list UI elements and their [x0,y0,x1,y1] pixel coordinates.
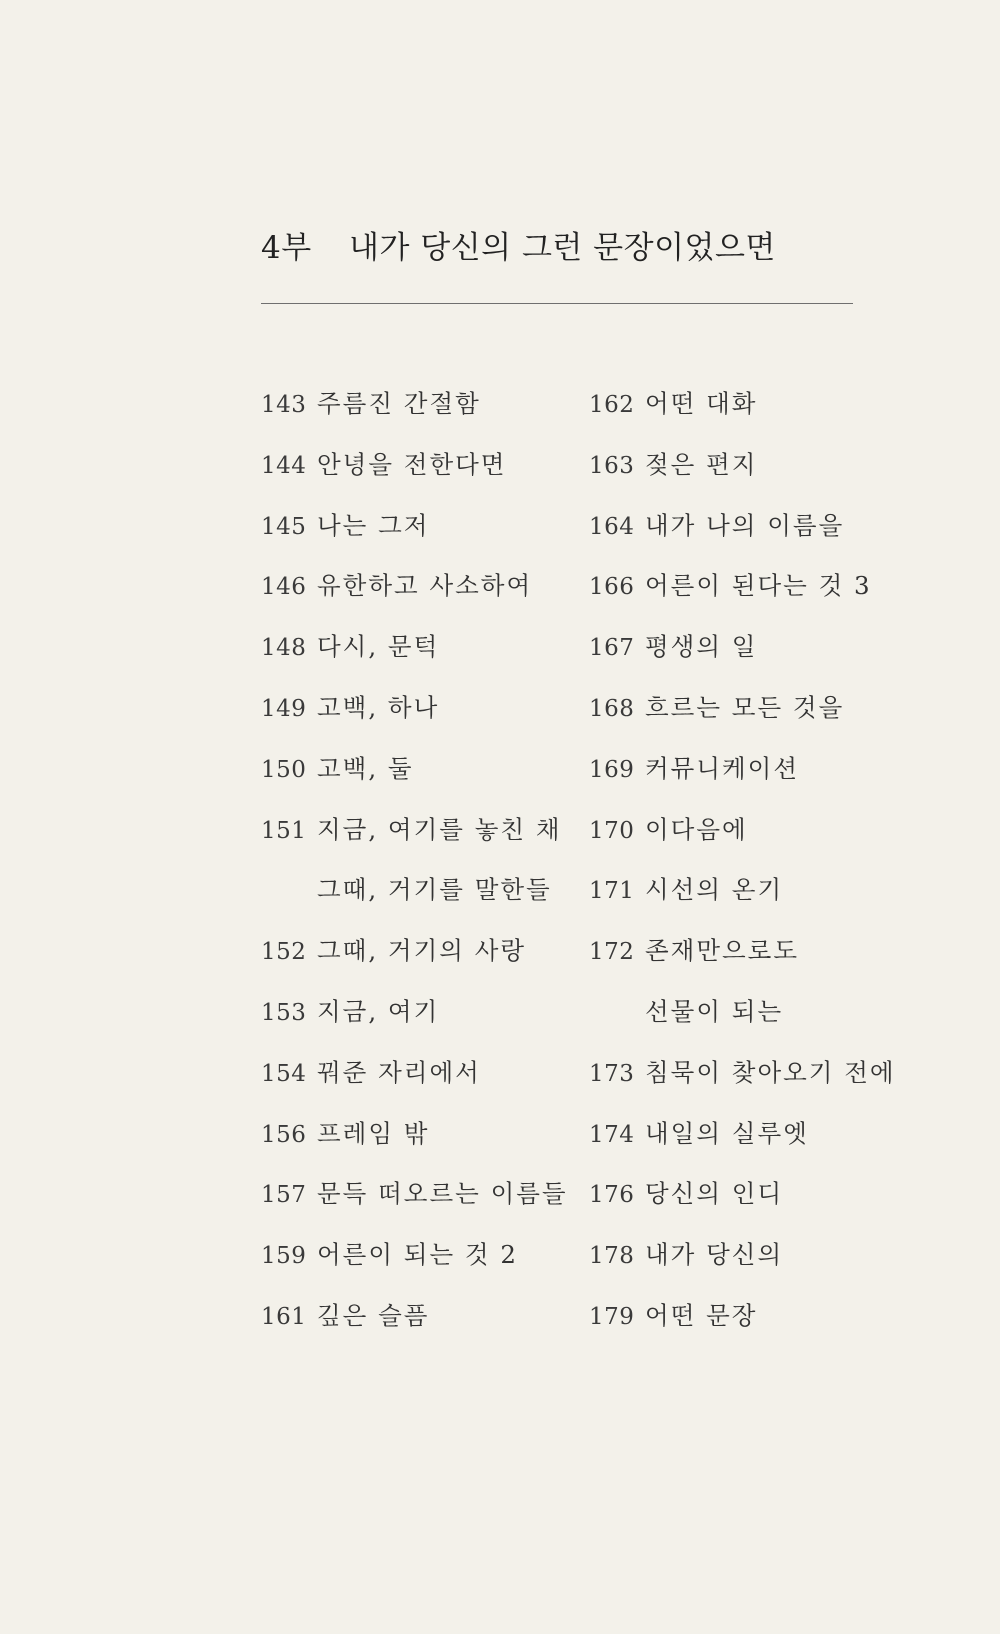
toc-entry-title: 유한하고 사소하여 [317,571,533,601]
toc-entry-title: 내가 당신의 [645,1240,784,1270]
toc-entry [261,1049,591,1110]
toc-entry-title: 시선의 온기 [645,875,784,905]
toc-page-number: 150 [261,756,307,783]
toc-entry [589,866,919,927]
toc-entry-title: 나는 그저 [317,510,430,540]
toc-entry-title: 존재만으로도 [645,936,800,966]
toc-entry [261,502,591,563]
toc-entry [589,684,919,745]
toc-entry [261,1231,591,1292]
toc-entry-title: 그때, 거기의 사랑 [317,936,527,966]
toc-entry-title: 고백, 둘 [317,753,414,783]
toc-entry-title: 어떤 문장 [645,1300,758,1330]
part-number: 4부 [261,230,312,266]
toc-entry [589,1170,919,1231]
part-title: 내가 당신의 그런 문장이었으면 [349,230,776,266]
toc-page-number: 178 [589,1243,635,1270]
toc-entry-title: 깊은 슬픔 [317,1300,430,1330]
toc-entry-title: 당신의 인디 [645,1179,784,1209]
toc-page-number: 167 [589,635,635,662]
toc-entry [589,562,919,623]
part-heading [261,222,776,267]
toc-entry [261,745,591,806]
toc-page-number: 145 [261,513,307,540]
toc-entry [261,806,591,867]
toc-entry-title: 선물이 되는 [645,996,784,1026]
toc-entry-title: 어떤 대화 [645,389,758,418]
toc-page-number: 164 [589,513,635,540]
toc-entry [261,623,591,684]
toc-page-number: 170 [589,817,635,844]
toc-entry-title: 지금, 여기 [317,996,440,1026]
toc-page-number: 157 [261,1182,307,1209]
toc-page-number: 179 [589,1303,635,1330]
toc-page-number: 156 [261,1121,307,1148]
toc-entry-title: 프레임 밖 [317,1118,430,1148]
toc-entry [589,623,919,684]
toc-entry-title: 어른이 되는 것 2 [317,1240,518,1270]
toc-entry [589,380,919,441]
toc-entry-title: 문득 떠오르는 이름들 [317,1179,568,1209]
toc-entry [261,1292,591,1353]
toc-entry [589,1231,919,1292]
toc-page-number: 159 [261,1243,307,1270]
toc-page-number: 151 [261,817,307,844]
toc-page-number: 161 [261,1303,307,1330]
toc-entry [589,745,919,806]
toc-page-number: 154 [261,1060,307,1087]
heading-divider [261,303,853,304]
toc-entry-title: 지금, 여기를 놓친 채 [317,814,562,844]
toc-page-number: 173 [589,1060,635,1087]
toc-entry-title: 고백, 하나 [317,692,440,722]
toc-page-number: 176 [589,1182,635,1209]
toc-entry [261,988,591,1049]
toc-entry [589,988,919,1049]
toc-entry [261,1110,591,1171]
toc-page-number: 152 [261,939,307,966]
toc-entry-title: 그때, 거기를 말한들 [317,875,552,905]
toc-entry [589,1292,919,1353]
toc-entry-title: 꿔준 자리에서 [317,1057,481,1087]
toc-entry [261,380,591,441]
toc-page-number: 153 [261,999,307,1026]
toc-entry-title: 이다음에 [645,814,748,844]
toc-entry-title: 흐르는 모든 것을 [645,692,845,722]
toc-page-number: 172 [589,939,635,966]
toc-entry-title: 어른이 된다는 것 3 [645,571,872,601]
toc-page-number: 169 [589,756,635,783]
toc-entry [261,562,591,623]
toc-page-number: 174 [589,1121,635,1148]
toc-page-number: 148 [261,635,307,662]
toc-entry [261,866,591,927]
toc-entry-title: 안녕을 전한다면 [317,449,507,479]
toc-page-number: 146 [261,574,307,601]
toc-entry [261,927,591,988]
toc-entry [589,441,919,502]
toc-entry-title: 주름진 간절함 [317,389,481,418]
toc-entry-title: 내가 나의 이름을 [645,510,845,540]
toc-entry-title: 젖은 편지 [645,449,758,479]
toc-left-column [261,380,591,1353]
toc-entry [261,441,591,502]
toc-page-number: 149 [261,695,307,722]
toc-entry [589,1110,919,1171]
toc-right-column [589,380,919,1353]
toc-page-number: 144 [261,452,307,479]
toc-entry [589,502,919,563]
toc-page-number: 162 [589,392,635,418]
toc-entry [589,1049,919,1110]
toc-page-number: 143 [261,392,307,418]
toc-entry [261,684,591,745]
toc-entry [589,806,919,867]
toc-page-number: 171 [589,878,635,905]
toc-entry-title: 내일의 실루엣 [645,1118,809,1148]
toc-entry-title: 평생의 일 [645,632,758,662]
toc-page-number: 168 [589,695,635,722]
toc-entry [261,1170,591,1231]
toc-entry [589,927,919,988]
toc-page-number: 163 [589,452,635,479]
toc-page-number: 166 [589,574,635,601]
toc-entry-title: 커뮤니케이션 [645,753,800,783]
toc-entry-title: 침묵이 찾아오기 전에 [645,1057,896,1087]
toc-entry-title: 다시, 문턱 [317,632,440,662]
